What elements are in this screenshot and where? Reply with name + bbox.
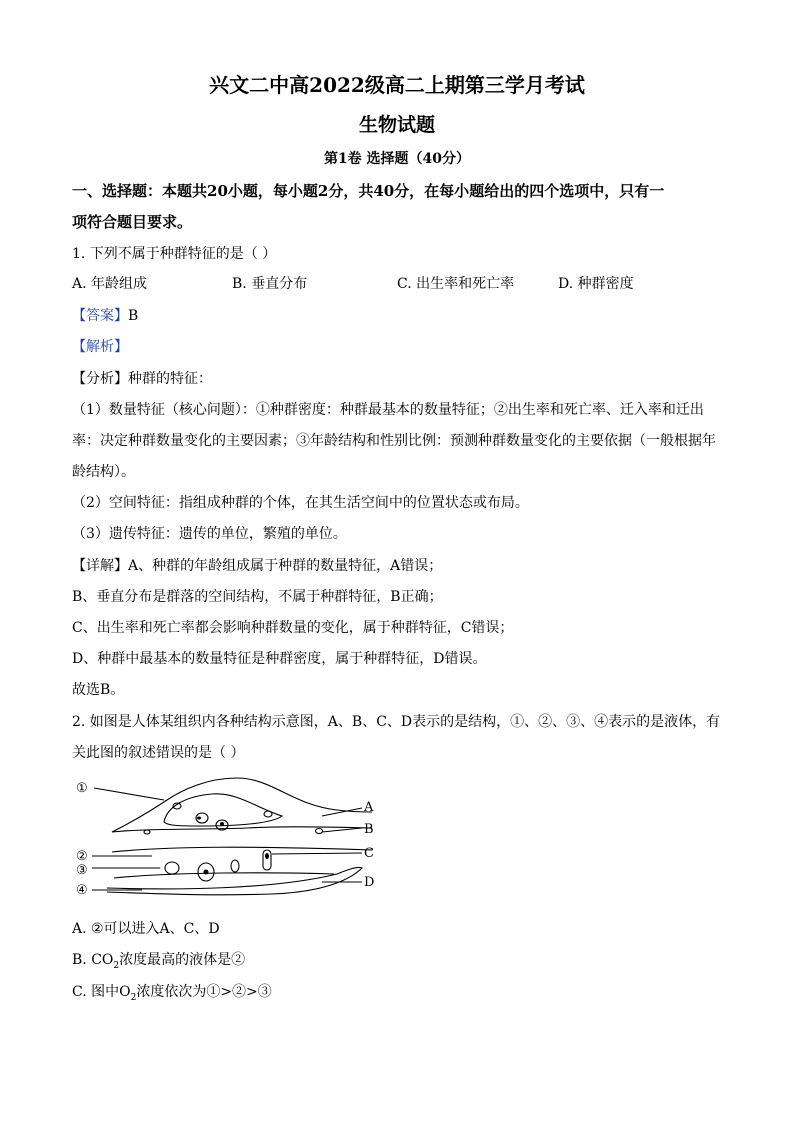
cell-inner-contour	[164, 794, 282, 826]
label-leader-1	[94, 788, 164, 800]
cell-14	[265, 853, 269, 859]
q1-stem: 1. 下列不属于种群特征的是（ ）	[72, 246, 277, 262]
lymph-line-lower	[114, 873, 334, 878]
q1-option-d: D. 种群密度	[558, 276, 634, 292]
cell-5	[264, 811, 272, 817]
q1-analysis-p1a: （1）数量特征（核心问题）：①种群密度：种群最基本的数量特征；②出生率和死亡率、迁入率和迁出	[72, 402, 704, 418]
q1-analysis-p1b: 率：决定种群数量变化的主要因素；③年龄结构和性别比例：预测种群数量变化的主要依据（一般根据年	[72, 433, 716, 449]
q1-detail-1: 【详解】A、种群的年龄组成属于种群的数量特征，A错误；	[72, 558, 443, 574]
instructions-line-1: 一、选择题：本题共20小题，每小题2分，共40分，在每小题给出的四个选项中，只有一	[72, 182, 665, 200]
cell-13	[220, 822, 224, 826]
subject-title: 生物试题	[358, 114, 435, 136]
q1-analysis-p3: （3）遗传特征：遗传的单位，繁殖的单位。	[72, 526, 347, 542]
tissue-structure-diagram	[72, 770, 392, 902]
q2-stem-1: 2. 如图是人体某组织内各种结构示意图，A、B、C、D表示的是结构，①、②、③、④表示的是液体，有	[72, 714, 721, 730]
label-c: C	[364, 846, 374, 861]
label-a: A	[364, 800, 374, 815]
q2-option-b-post: 浓度最高的液体是②	[119, 952, 246, 968]
cell-9	[231, 860, 239, 872]
q1-analysis-p2: （2）空间特征：指组成种群的个体，在其生活空间中的位置状态或布局。	[72, 495, 529, 511]
cell-4	[144, 830, 150, 834]
q2-stem-2: 关此图的叙述错误的是（ ）	[72, 745, 245, 761]
q1-option-b: B. 垂直分布	[232, 276, 308, 292]
label-b: B	[364, 822, 374, 837]
q1-detail-4: D、种群中最基本的数量特征是种群密度，属于种群特征，D错误。	[72, 651, 487, 667]
label-1: ①	[76, 781, 88, 796]
label-d: D	[364, 875, 375, 890]
q2-option-c-sub: 2	[130, 992, 137, 1003]
answer-tag: 【答案】	[72, 308, 128, 324]
q1-analysis-p1c: 龄结构）。	[72, 464, 135, 480]
q1-option-a: A. 年龄组成	[72, 276, 148, 292]
label-leader-b	[322, 828, 362, 832]
cell-6	[316, 829, 323, 834]
q2-option-c	[72, 982, 272, 1008]
lymph-line-upper	[112, 847, 372, 852]
instructions-line-2: 项符合题目要求。	[72, 213, 193, 231]
q2-option-b-pre: B. CO	[72, 952, 114, 968]
exam-title: 兴文二中高2022级高二上期第三学月考试	[209, 73, 585, 97]
analysis-tag: 【解析】	[72, 339, 128, 355]
answer-value: B	[128, 308, 139, 324]
q1-detail-2: B、垂直分布是群落的空间结构，不属于种群特征，B正确；	[72, 589, 443, 605]
label-2: ②	[76, 849, 88, 864]
q1-option-c: C. 出生率和死亡率	[397, 276, 515, 292]
q1-answer	[72, 306, 138, 326]
q1-detail-3: C、出生率和死亡率都会影响种群数量的变化，属于种群特征，C错误；	[72, 620, 514, 636]
cell-11	[197, 817, 201, 820]
cell-7	[165, 862, 179, 874]
label-3: ③	[76, 863, 88, 878]
q2-option-c-post: 浓度依次为①>②>③	[136, 984, 272, 1000]
label-4: ④	[76, 883, 88, 898]
q1-conclusion: 故选B。	[72, 682, 125, 698]
q2-option-a: A. ②可以进入A、C、D	[72, 921, 220, 937]
label-leader-c	[272, 853, 362, 854]
section-title: 第1卷 选择题（40分）	[323, 151, 471, 167]
capillary-upper-wall	[112, 778, 372, 832]
cell-12	[204, 870, 209, 875]
q2-option-b-sub: 2	[113, 960, 120, 971]
q1-fenxi: 【分析】种群的特征：	[72, 371, 212, 387]
q2-option-c-pre: C. 图中O	[72, 984, 131, 1000]
q2-option-b	[72, 950, 245, 976]
